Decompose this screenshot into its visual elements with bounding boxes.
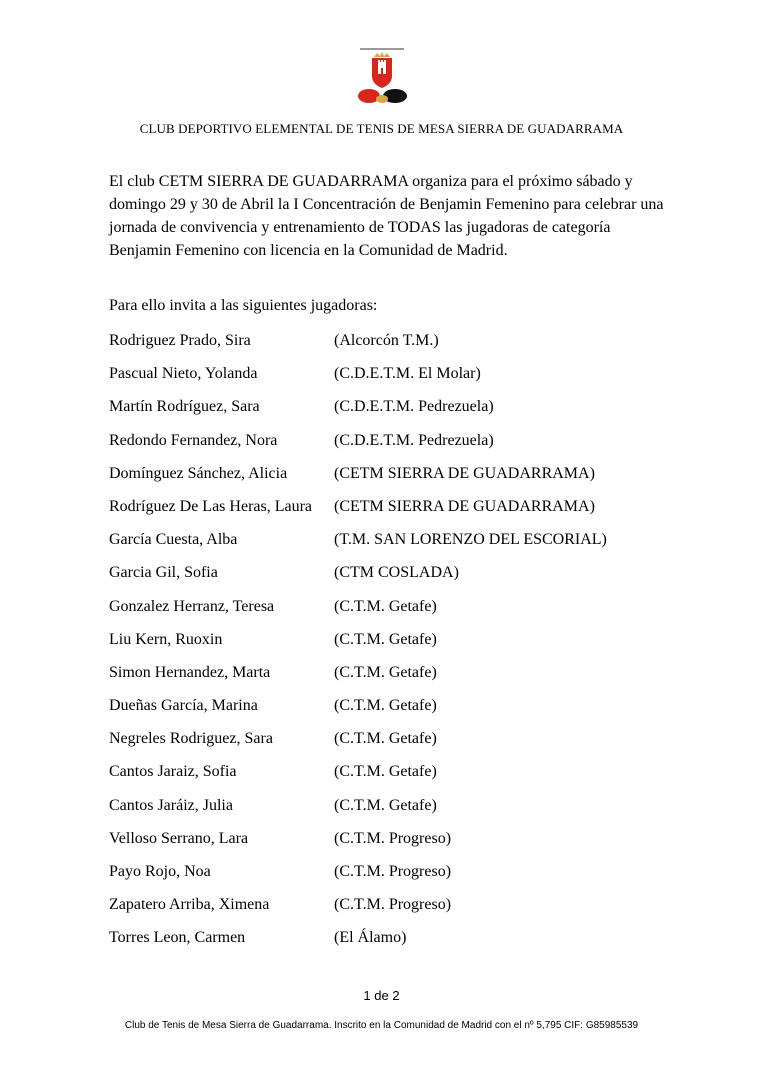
player-row xyxy=(109,663,669,696)
club-header-title: CLUB DEPORTIVO ELEMENTAL DE TENIS DE MESA SIERRA DE GUADARRAMA xyxy=(139,121,624,136)
player-name: Rodriguez Prado, Sira xyxy=(109,332,251,349)
player-row xyxy=(109,729,669,762)
player-row xyxy=(109,862,669,895)
player-name: Garcia Gil, Sofia xyxy=(109,564,218,582)
player-row xyxy=(109,829,669,862)
player-row xyxy=(109,530,669,563)
players-list xyxy=(109,331,669,962)
player-row xyxy=(109,630,669,663)
player-club: (C.D.E.T.M. El Molar) xyxy=(334,365,481,383)
player-name: Zapatero Arriba, Ximena xyxy=(109,896,270,914)
player-row xyxy=(109,762,669,795)
player-name: Rodríguez De Las Heras, Laura xyxy=(109,497,313,515)
player-name: Redondo Fernandez, Nora xyxy=(109,431,278,449)
player-name: García Cuesta, Alba xyxy=(109,531,238,549)
player-club: (C.T.M. Getafe) xyxy=(334,697,437,715)
intro-line: Benjamin Femenino con licencia en la Comunidad de Madrid. xyxy=(109,242,508,259)
player-name: Liu Kern, Ruoxin xyxy=(109,630,223,648)
player-club: (C.T.M. Getafe) xyxy=(334,663,437,681)
player-club: (T.M. SAN LORENZO DEL ESCORIAL) xyxy=(334,531,607,549)
player-name: Simon Hernandez, Marta xyxy=(109,663,271,681)
player-club: (C.D.E.T.M. Pedrezuela) xyxy=(334,431,494,449)
player-name: Cantos Jaráiz, Julia xyxy=(109,796,233,814)
page-footer: Club de Tenis de Mesa Sierra de Guadarrama. Inscrito en la Comunidad de Madrid con el nº 5,795 CIF: G85985539 xyxy=(124,1020,639,1031)
player-club: (C.T.M. Progreso) xyxy=(334,829,452,847)
player-club: (C.T.M. Getafe) xyxy=(334,796,437,814)
intro-paragraph xyxy=(109,170,669,262)
player-row xyxy=(109,895,669,928)
player-name: Gonzalez Herranz, Teresa xyxy=(109,597,275,615)
player-club: (Alcorcón T.M.) xyxy=(334,332,439,349)
player-row xyxy=(109,464,669,497)
player-name: Pascual Nieto, Yolanda xyxy=(109,365,258,383)
player-club: (C.T.M. Progreso) xyxy=(334,896,452,914)
player-club: (CETM SIERRA DE GUADARRAMA) xyxy=(334,464,595,482)
player-club: (CTM COSLADA) xyxy=(334,564,459,582)
player-club: (C.T.M. Getafe) xyxy=(334,730,437,748)
player-row xyxy=(109,928,669,961)
player-row xyxy=(109,431,669,464)
player-row xyxy=(109,696,669,729)
player-name: Dueñas García, Marina xyxy=(109,697,258,715)
club-logo xyxy=(352,48,412,106)
player-row xyxy=(109,364,669,397)
player-row xyxy=(109,796,669,829)
player-row xyxy=(109,563,669,596)
player-club: (C.T.M. Getafe) xyxy=(334,630,437,648)
player-club: (C.T.M. Getafe) xyxy=(334,763,437,781)
player-club: (El Álamo) xyxy=(334,929,407,947)
player-name: Torres Leon, Carmen xyxy=(109,929,246,947)
player-name: Payo Rojo, Noa xyxy=(109,863,211,880)
player-club: (C.T.M. Progreso) xyxy=(334,863,452,880)
player-name: Martín Rodríguez, Sara xyxy=(109,398,260,416)
player-club: (C.T.M. Getafe) xyxy=(334,597,437,615)
player-club: (CETM SIERRA DE GUADARRAMA) xyxy=(334,497,595,515)
intro-line: El club CETM SIERRA DE GUADARRAMA organiza para el próximo sábado y xyxy=(109,173,633,190)
player-name: Cantos Jaraiz, Sofia xyxy=(109,763,237,781)
invite-text: Para ello invita a las siguientes jugadoras: xyxy=(109,297,378,314)
player-row xyxy=(109,597,669,630)
player-row xyxy=(109,397,669,430)
player-row xyxy=(109,497,669,530)
player-name: Negreles Rodriguez, Sara xyxy=(109,730,273,748)
intro-line: domingo 29 y 30 de Abril la I Concentración de Benjamin Femenino para celebrar una xyxy=(109,196,664,213)
player-row xyxy=(109,331,669,364)
intro-line: jornada de convivencia y entrenamiento de TODAS las jugadoras de categoría xyxy=(109,219,611,236)
player-name: Domínguez Sánchez, Alicia xyxy=(109,464,288,482)
player-club: (C.D.E.T.M. Pedrezuela) xyxy=(334,398,494,416)
page-number: 1 de 2 xyxy=(363,988,400,1003)
shield-and-paddles-icon xyxy=(352,48,412,106)
player-name: Velloso Serrano, Lara xyxy=(109,829,249,847)
